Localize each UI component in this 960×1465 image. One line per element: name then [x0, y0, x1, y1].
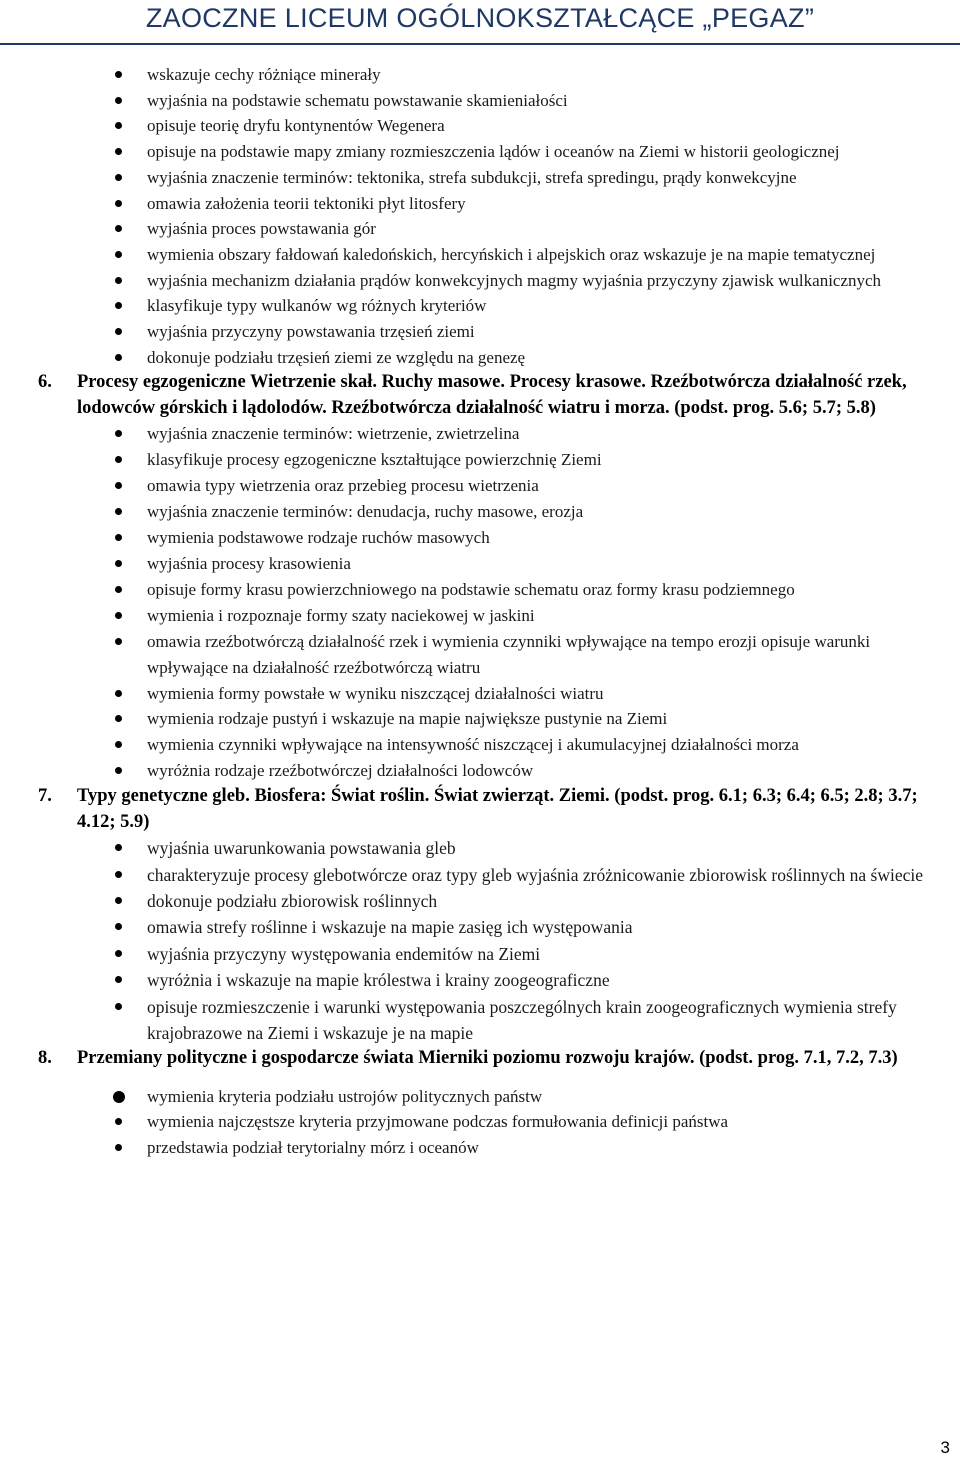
- list-item: dokonuje podziału trzęsień ziemi ze względu na genezę: [38, 345, 954, 371]
- bullet-icon: [115, 1118, 122, 1125]
- list-item: wymienia kryteria podziału ustrojów politycznych państw: [38, 1084, 954, 1109]
- list-item: klasyfikuje typy wulkanów wg różnych kryteriów: [38, 293, 954, 319]
- list-item: omawia rzeźbotwórczą działalność rzek i wymienia czynniki wpływające na tempo erozji opisuje warunki wpływające na działalność rzeźbotwórczą wiatru: [38, 629, 954, 681]
- bullet-icon: [115, 430, 122, 437]
- bullet-icon: [115, 148, 122, 155]
- list-item: opisuje formy krasu powierzchniowego na podstawie schematu oraz formy krasu podziemnego: [38, 577, 954, 603]
- list-item: wymienia rodzaje pustyń i wskazuje na mapie największe pustynie na Ziemi: [38, 706, 954, 732]
- bullet-icon: [115, 950, 122, 957]
- bullet-icon: [115, 122, 122, 129]
- list-item: omawia typy wietrzenia oraz przebieg procesu wietrzenia: [38, 473, 954, 499]
- bullet-icon: [113, 1091, 125, 1103]
- bullet-icon: [115, 871, 122, 878]
- bullet-icon: [115, 277, 122, 284]
- bullet-icon: [115, 482, 122, 489]
- section-6-heading: [38, 370, 954, 421]
- list-item: wymienia obszary fałdowań kaledońskich, hercyńskich i alpejskich oraz wskazuje je na mapie tematycznej: [38, 242, 954, 268]
- list-item: wyróżnia rodzaje rzeźbotwórczej działalności lodowców: [38, 758, 954, 784]
- bullet-icon: [115, 638, 122, 645]
- section-6-list: [38, 421, 954, 784]
- list-item: wyróżnia i wskazuje na mapie królestwa i krainy zoogeograficzne: [38, 967, 954, 993]
- bullet-icon: [115, 251, 122, 258]
- list-item: wyjaśnia mechanizm działania prądów konwekcyjnych magmy wyjaśnia przyczyny zjawisk wulkanicznych: [38, 268, 954, 294]
- bullet-icon: [115, 612, 122, 619]
- list-item: wymienia najczęstsze kryteria przyjmowane podczas formułowania definicji państwa: [38, 1109, 954, 1134]
- bullet-icon: [115, 225, 122, 232]
- section-8-heading: [38, 1046, 954, 1072]
- bullet-icon: [115, 174, 122, 181]
- bullet-icon: [115, 200, 122, 207]
- list-item: wyjaśnia przyczyny występowania endemitów na Ziemi: [38, 941, 954, 967]
- section-number: 7.: [38, 786, 52, 807]
- bullet-icon: [115, 690, 122, 697]
- document-body: [38, 62, 954, 1160]
- list-item: wskazuje cechy różniące minerały: [38, 62, 954, 88]
- list-item: wymienia podstawowe rodzaje ruchów masowych: [38, 525, 954, 551]
- bullet-icon: [115, 586, 122, 593]
- list-item: wymienia i rozpoznaje formy szaty naciekowej w jaskini: [38, 603, 954, 629]
- page-number: 3: [940, 1438, 950, 1457]
- list-item: wyjaśnia znaczenie terminów: denudacja, ruchy masowe, erozja: [38, 499, 954, 525]
- list-item: opisuje na podstawie mapy zmiany rozmieszczenia lądów i oceanów na Ziemi w historii geologicznej: [38, 139, 954, 165]
- list-item: wyjaśnia przyczyny powstawania trzęsień ziemi: [38, 319, 954, 345]
- section-title: Typy genetyczne gleb. Biosfera: Świat roślin. Świat zwierząt. Ziemi. (podst. prog. 6.1; 6.3; 6.4; 6.5; 2.8; 3.7; 4.12; 5.9): [77, 786, 918, 832]
- list-item: omawia strefy roślinne i wskazuje na mapie zasięg ich występowania: [38, 914, 954, 940]
- list-item: wyjaśnia procesy krasowienia: [38, 551, 954, 577]
- bullet-icon: [115, 97, 122, 104]
- bullet-icon: [115, 976, 122, 983]
- section-number: 8.: [38, 1048, 52, 1069]
- list-item: klasyfikuje procesy egzogeniczne kształtujące powierzchnię Ziemi: [38, 447, 954, 473]
- list-item: charakteryzuje procesy glebotwórcze oraz typy gleb wyjaśnia zróżnicowanie zbiorowisk roślinnych na świecie: [38, 862, 954, 888]
- section-number: 6.: [38, 372, 52, 393]
- bullet-icon: [115, 741, 122, 748]
- section-7-list: [38, 835, 954, 1046]
- school-name-title: ZAOCZNE LICEUM OGÓLNOKSZTAŁCĄCE „PEGAZ”: [145, 3, 815, 33]
- bullet-icon: [115, 1003, 122, 1010]
- bullet-icon: [115, 560, 122, 567]
- bullet-icon: [115, 302, 122, 309]
- bullet-icon: [115, 328, 122, 335]
- section-8-list: [38, 1084, 954, 1160]
- list-item: wyjaśnia na podstawie schematu powstawanie skamieniałości: [38, 88, 954, 114]
- intro-list: [38, 62, 954, 370]
- page-header: [0, 0, 960, 44]
- section-title: Procesy egzogeniczne Wietrzenie skał. Ruchy masowe. Procesy krasowe. Rzeźbotwórcza działalność rzek, lodowców górskich i lądolodów. Rzeźbotwórcza działalność wiatru i morza. (podst. prog. 5.6; 5.7; 5.8): [77, 372, 907, 418]
- bullet-icon: [115, 1144, 122, 1151]
- list-item: wymienia formy powstałe w wyniku niszczącej działalności wiatru: [38, 681, 954, 707]
- list-item: opisuje rozmieszczenie i warunki występowania poszczególnych krain zoogeograficznych wymienia strefy krajobrazowe na Ziemi i wskazuje je na mapie: [38, 994, 954, 1047]
- list-item: dokonuje podziału zbiorowisk roślinnych: [38, 888, 954, 914]
- list-item: wymienia czynniki wpływające na intensywność niszczącej i akumulacyjnej działalności morza: [38, 732, 954, 758]
- bullet-icon: [115, 456, 122, 463]
- list-item: wyjaśnia znaczenie terminów: tektonika, strefa subdukcji, strefa spredingu, prądy konwekcyjne: [38, 165, 954, 191]
- section-title: Przemiany polityczne i gospodarcze świata Mierniki poziomu rozwoju krajów. (podst. prog. 7.1, 7.2, 7.3): [77, 1048, 898, 1069]
- bullet-icon: [115, 897, 122, 904]
- bullet-icon: [115, 354, 122, 361]
- list-item: opisuje teorię dryfu kontynentów Wegenera: [38, 113, 954, 139]
- bullet-icon: [115, 534, 122, 541]
- list-item: omawia założenia teorii tektoniki płyt litosfery: [38, 191, 954, 217]
- bullet-icon: [115, 923, 122, 930]
- list-item: wyjaśnia proces powstawania gór: [38, 216, 954, 242]
- bullet-icon: [115, 71, 122, 78]
- bullet-icon: [115, 715, 122, 722]
- section-7-heading: [38, 784, 954, 835]
- list-item: wyjaśnia znaczenie terminów: wietrzenie, zwietrzelina: [38, 421, 954, 447]
- bullet-icon: [115, 508, 122, 515]
- list-item: przedstawia podział terytorialny mórz i oceanów: [38, 1135, 954, 1160]
- bullet-icon: [115, 844, 122, 851]
- bullet-icon: [115, 767, 122, 774]
- header-divider: [0, 43, 960, 45]
- list-item: wyjaśnia uwarunkowania powstawania gleb: [38, 835, 954, 861]
